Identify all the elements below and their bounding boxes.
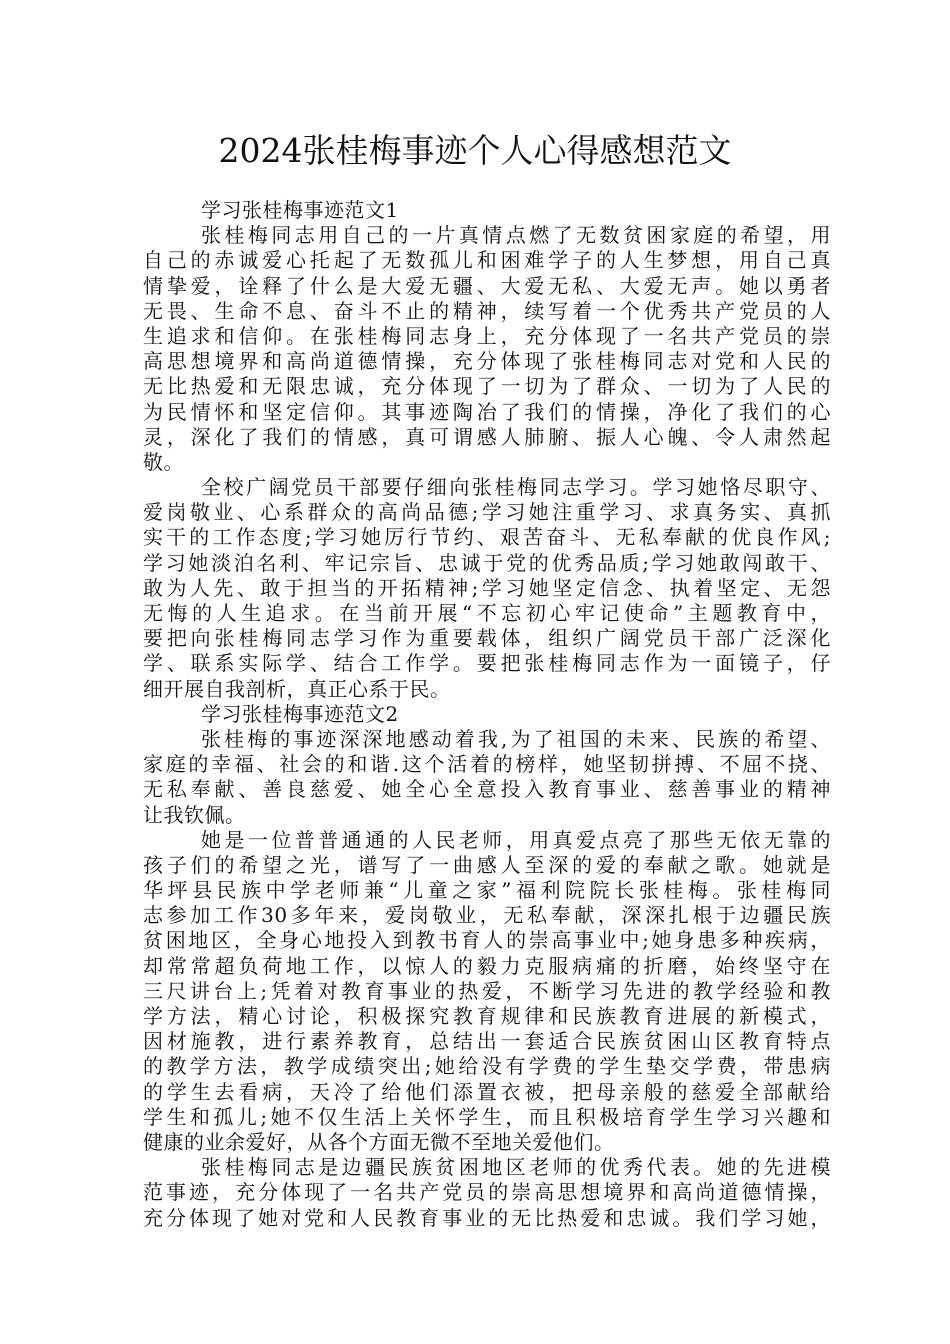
paragraph-line: 张桂梅同志用自己的一片真情点燃了无数贫困家庭的希望，用 bbox=[201, 223, 831, 248]
paragraph-line: 灵，深化了我们的情感，真可谓感人肺腑、振人心魄、令人肃然起 bbox=[143, 424, 831, 449]
paragraph-line: 无悔的人生追求。在当前开展“不忘初心牢记使命”主题教育中， bbox=[143, 601, 831, 625]
paragraph-line: 让我钦佩。 bbox=[143, 802, 246, 827]
paragraph-line: 学方法，精心讨论，积极探究教育规律和民族教育进展的新模式， bbox=[143, 1004, 831, 1028]
paragraph-line: 要把向张桂梅同志学习作为重要载体，组织广阔党员干部广泛深化 bbox=[143, 626, 831, 651]
paragraph-line: 敬。 bbox=[143, 449, 184, 474]
paragraph-line: 学习她淡泊名利、牢记宗旨、忠诚于党的优秀品质;学习她敢闯敢干、 bbox=[143, 550, 831, 575]
paragraph-line: 生追求和信仰。在张桂梅同志身上，充分体现了一名共产党员的崇 bbox=[143, 323, 831, 348]
paragraph-line: 孩子们的希望之光，谱写了一曲感人至深的爱的奉献之歌。她就是 bbox=[143, 852, 831, 877]
paragraph-line: 却常常超负荷地工作，以惊人的毅力克服病痛的折磨，始终坚守在 bbox=[143, 953, 831, 978]
paragraph-line: 无私奉献、善良慈爱、她全心全意投入教育事业、慈善事业的精神 bbox=[143, 777, 831, 802]
paragraph-line: 充分体现了她对党和人民教育事业的无比热爱和忠诚。我们学习她， bbox=[143, 1205, 831, 1230]
paragraph-line: 她是一位普普通通的人民老师，用真爱点亮了那些无依无靠的 bbox=[201, 827, 831, 852]
paragraph-line: 健康的业余爱好，从各个方面无微不至地关爱他们。 bbox=[143, 1129, 615, 1154]
paragraph-line: 爱岗敬业、心系群众的高尚品德;学习她注重学习、求真务实、真抓 bbox=[143, 500, 831, 525]
section-heading: 学习张桂梅事迹范文1 bbox=[201, 198, 399, 222]
paragraph-line: 的教学方法，教学成绩突出;她给没有学费的学生垫交学费，带患病 bbox=[143, 1054, 831, 1079]
paragraph-line: 情挚爱，诠释了什么是大爱无疆、大爱无私、大爱无声。她以勇者 bbox=[143, 273, 831, 298]
paragraph-line: 高思想境界和高尚道德情操，充分体现了张桂梅同志对党和人民的 bbox=[143, 349, 831, 374]
paragraph-line: 三尺讲台上;凭着对教育事业的热爱，不断学习先进的教学经验和教 bbox=[143, 978, 831, 1003]
paragraph-line: 家庭的幸福、社会的和谐.这个活着的榜样，她坚韧拼搏、不屈不挠、 bbox=[143, 752, 831, 777]
paragraph-line: 实干的工作态度;学习她厉行节约、艰苦奋斗、无私奉献的优良作风; bbox=[143, 525, 831, 550]
paragraph-line: 贫困地区，全身心地投入到教书育人的崇高事业中;她身患多种疾病， bbox=[143, 928, 831, 953]
document-title: 2024张桂梅事迹个人心得感想范文 bbox=[218, 131, 732, 170]
paragraph-line: 细开展自我剖析，真正心系于民。 bbox=[143, 676, 451, 701]
paragraph-line: 学、联系实际学、结合工作学。要把张桂梅同志作为一面镜子，仔 bbox=[143, 651, 831, 676]
paragraph-line: 敢为人先、敢于担当的开拓精神;学习她坚定信念、执着坚定、无怨 bbox=[143, 575, 831, 600]
paragraph-line: 无畏、生命不息、奋斗不止的精神，续写着一个优秀共产党员的人 bbox=[143, 298, 831, 323]
paragraph-line: 张桂梅的事迹深深地感动着我,为了祖国的未来、民族的希望、 bbox=[201, 726, 831, 751]
section-heading: 学习张桂梅事迹范文2 bbox=[201, 701, 399, 726]
paragraph-line: 志参加工作30多年来，爱岗敬业，无私奉献，深深扎根于边疆民族 bbox=[143, 903, 831, 928]
paragraph-line: 无比热爱和无限忠诚，充分体现了一切为了群众、一切为了人民的 bbox=[143, 374, 831, 399]
paragraph-line: 因材施教，进行素养教育，总结出一套适合民族贫困山区教育特点 bbox=[143, 1029, 831, 1054]
paragraph-line: 为民情怀和坚定信仰。其事迹陶冶了我们的情操，净化了我们的心 bbox=[143, 399, 831, 424]
paragraph-line: 华坪县民族中学老师兼“儿童之家”福利院院长张桂梅。张桂梅同 bbox=[143, 878, 831, 903]
paragraph-line: 的学生去看病，天冷了给他们添置衣被，把母亲般的慈爱全部献给 bbox=[143, 1079, 831, 1104]
paragraph-line: 张桂梅同志是边疆民族贫困地区老师的优秀代表。她的先进模 bbox=[201, 1155, 831, 1180]
paragraph-line: 自己的赤诚爱心托起了无数孤儿和困难学子的人生梦想，用自己真 bbox=[143, 248, 831, 273]
document-body bbox=[143, 198, 831, 1231]
paragraph-line: 范事迹，充分体现了一名共产党员的崇高思想境界和高尚道德情操， bbox=[143, 1180, 831, 1205]
paragraph-line: 全校广阔党员干部要仔细向张桂梅同志学习。学习她恪尽职守、 bbox=[201, 475, 831, 500]
paragraph-line: 学生和孤儿;她不仅生活上关怀学生，而且积极培育学生学习兴趣和 bbox=[143, 1104, 831, 1129]
